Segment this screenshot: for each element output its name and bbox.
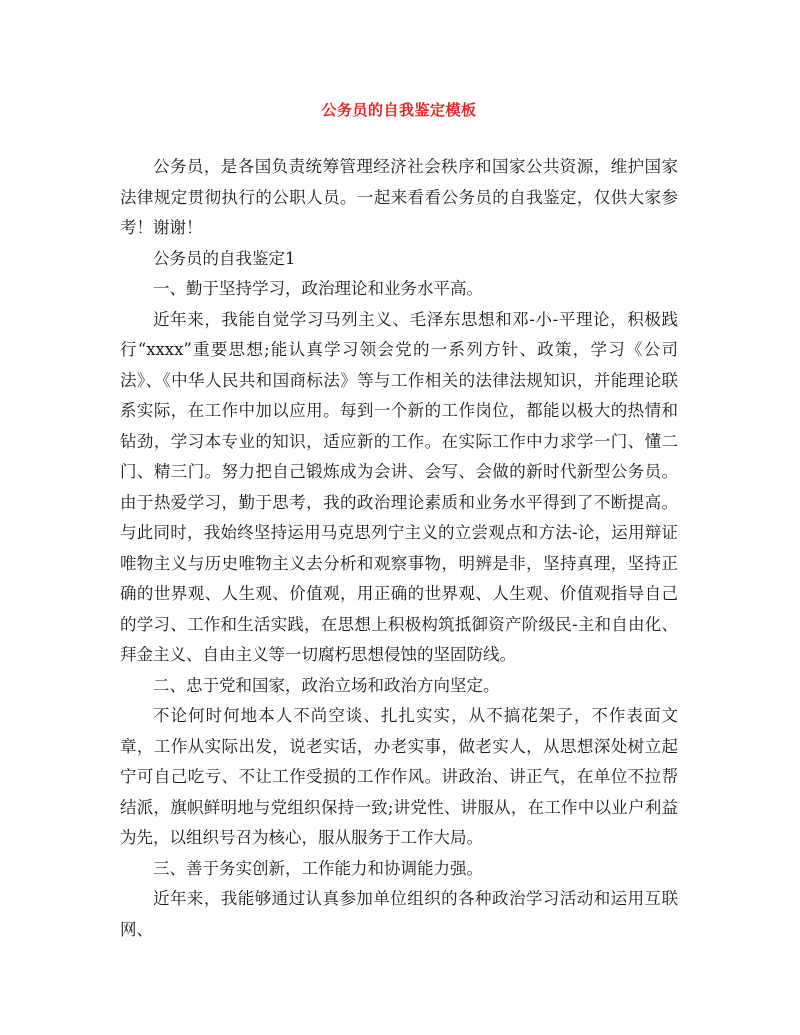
body-paragraph-1: 近年来，我能自觉学习马列主义、毛泽东思想和邓-小-平理论，积极践行“xxxx”重要思想;能认真学习领会党的一系列方针、政策，学习《公司法》、《中华人民共和国商标法》等与工作相关的法律法规知识，并能理论联系实际，在工作中加以应用。每到一个新的工作岗位，都能以极大的热情和钻劲，学习本专业的知识，适应新的工作。在实际工作中力求学一门、懂二门、精三门。努力把自己锻炼成为会讲、会写、会做的新时代新型公务员。由于热爱学习，勤于思考，我的政治理论素质和业务水平得到了不断提高。与此同时，我始终坚持运用马克思列宁主义的立尝观点和方法-论，运用辩证唯物主义与历史唯物主义去分析和观察事物，明辨是非，坚持真理，坚持正确的世界观、人生观、价值观，用正确的世界观、人生观、价值观指导自己的学习、工作和生活实践，在思想上积极构筑抵御资产阶级民-主和自由化、拜金主义、自由主义等一切腐朽思想侵蚀的坚固防线。 bbox=[120, 309, 678, 664]
intro-paragraph: 公务员，是各国负责统筹管理经济社会秩序和国家公共资源，维护国家法律规定贯彻执行的公职人员。一起来看看公务员的自我鉴定，仅供大家参考！谢谢！ bbox=[120, 157, 678, 237]
document-title: 公务员的自我鉴定模板 bbox=[321, 101, 477, 119]
point-heading-1: 一、勤于坚持学习，政治理论和业务水平高。 bbox=[153, 279, 483, 298]
point-heading-2: 二、忠于党和国家，政治立场和政治方向坚定。 bbox=[153, 675, 500, 695]
section-heading: 公务员的自我鉴定1 bbox=[153, 248, 296, 268]
point-heading-3: 三、善于务实创新，工作能力和协调能力强。 bbox=[153, 858, 483, 878]
body-paragraph-3: 近年来，我能够通过认真参加单位组织的各种政治学习活动和运用互联网、 bbox=[120, 889, 678, 939]
document-page bbox=[120, 98, 678, 945]
body-paragraph-2: 不论何时何地本人不尚空谈、扎扎实实，从不搞花架子，不作表面文章，工作从实际出发，说老实话，办老实事，做老实人，从思想深处树立起宁可自己吃亏、不让工作受损的工作作风。讲政治、讲正气，在单位不拉帮结派，旗帜鲜明地与党组织保持一致;讲党性、讲服从，在工作中以业户利益为先，以组织号召为核心，服从服务于工作大局。 bbox=[120, 706, 678, 847]
